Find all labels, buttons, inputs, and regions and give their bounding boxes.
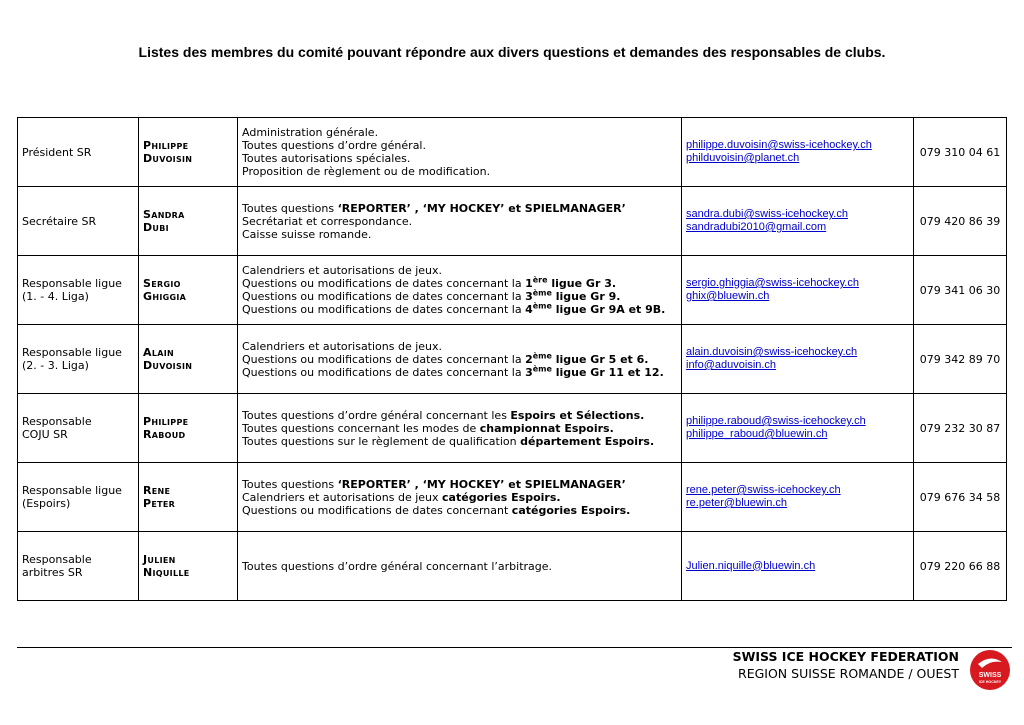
first-name: Philippe — [143, 415, 189, 428]
role-text: Secrétaire SR — [22, 214, 97, 228]
bold-text: département Espoirs. — [520, 434, 655, 448]
role-cell — [18, 532, 139, 601]
first-name: Philippe — [143, 139, 189, 152]
superscript-text: ème — [532, 363, 552, 373]
superscript-text: ère — [532, 275, 548, 285]
responsibility-line — [242, 409, 677, 422]
bold-text: 4 — [525, 303, 533, 316]
responsibilities-cell — [238, 463, 682, 532]
email-link[interactable]: philduvoisin@planet.ch — [686, 152, 800, 164]
text-segment: Administration générale. — [242, 126, 379, 139]
role-cell — [18, 256, 139, 325]
federation-name: SWISS ICE HOCKEY FEDERATION — [732, 649, 959, 664]
last-name: Niquille — [143, 566, 190, 579]
bold-text: ligue Gr 3. — [547, 277, 617, 290]
member-name-cell — [139, 187, 238, 256]
role-cell — [18, 394, 139, 463]
bold-text: 3 — [525, 365, 533, 379]
responsibility-line — [242, 478, 677, 491]
phone-number: 079 420 86 39 — [914, 187, 1007, 256]
phone-number: 079 310 04 61 — [914, 118, 1007, 187]
first-name: Julien — [143, 553, 176, 566]
text-segment: Questions ou modifications de dates concernant la — [242, 352, 526, 366]
last-name: Ghiggia — [143, 290, 187, 303]
email-cell — [682, 532, 914, 601]
email-link[interactable]: Julien.niquille@bluewin.ch — [686, 559, 816, 572]
first-name: Sandra — [143, 208, 185, 221]
email-link[interactable]: info@aduvoisin.ch — [686, 359, 777, 371]
text-segment: Toutes questions d’ordre général concernant les — [242, 408, 511, 422]
text-segment: Calendriers et autorisations de jeux — [242, 490, 443, 504]
bold-text: ligue Gr 9. — [551, 290, 621, 303]
responsibility-line — [242, 303, 677, 316]
text-segment: Secrétariat et correspondance. — [242, 214, 413, 228]
member-name-cell — [139, 463, 238, 532]
bold-text — [532, 363, 552, 379]
responsibility-line — [242, 277, 677, 290]
table-row — [18, 532, 1007, 601]
table-row — [18, 256, 1007, 325]
text-segment: Questions ou modifications de dates concernant la — [242, 365, 526, 379]
superscript-text: ème — [532, 288, 552, 298]
text-segment: Toutes questions concernant les modes de — [242, 421, 480, 435]
table-row — [18, 187, 1007, 256]
email-link[interactable]: alain.duvoisin@swiss-icehockey.ch — [686, 346, 858, 358]
last-name: Raboud — [143, 428, 186, 441]
bold-text: ligue Gr 11 et 12. — [551, 365, 664, 379]
email-link[interactable]: ghix@bluewin.ch — [686, 290, 770, 302]
first-name: Sergio — [143, 277, 181, 290]
phone-number: 079 341 06 30 — [914, 256, 1007, 325]
member-name-cell — [139, 118, 238, 187]
superscript-text: ème — [532, 350, 552, 360]
responsibility-line — [242, 139, 677, 152]
member-name-cell — [139, 532, 238, 601]
text-segment: Toutes questions d’ordre général concernant l’arbitrage. — [242, 559, 553, 573]
email-cell — [682, 463, 914, 532]
responsibility-line — [242, 126, 677, 139]
email-cell — [682, 256, 914, 325]
first-name: Rene — [143, 484, 171, 497]
email-link[interactable]: sandra.dubi@swiss-icehockey.ch — [686, 208, 848, 220]
role-text: Président SR — [22, 145, 92, 159]
email-cell — [682, 325, 914, 394]
bold-text: catégories Espoirs. — [511, 503, 631, 517]
responsibility-line — [242, 422, 677, 435]
email-cell — [682, 394, 914, 463]
member-name-cell — [139, 325, 238, 394]
responsibility-line — [242, 290, 677, 303]
text-segment: Caisse suisse romande. — [242, 227, 372, 241]
responsibility-line — [242, 165, 677, 178]
phone-number: 079 342 89 70 — [914, 325, 1007, 394]
responsibility-line — [242, 560, 677, 573]
bold-text: 2 — [525, 352, 533, 366]
role-cell — [18, 118, 139, 187]
last-name: Peter — [143, 497, 176, 510]
last-name: Dubi — [143, 221, 169, 234]
text-segment: Toutes questions — [242, 477, 338, 491]
text-segment: Toutes questions d’ordre général. — [242, 139, 426, 152]
bold-text: catégories Espoirs. — [442, 490, 561, 504]
role-cell — [18, 463, 139, 532]
text-segment: Calendriers et autorisations de jeux. — [242, 339, 443, 353]
committee-rows — [18, 118, 1007, 601]
responsibility-line — [242, 504, 677, 517]
text-segment: Questions ou modifications de dates concernant la — [242, 277, 526, 290]
email-link[interactable]: sergio.ghiggia@swiss-icehockey.ch — [686, 277, 859, 289]
role-cell — [18, 187, 139, 256]
swiss-ice-hockey-logo — [968, 648, 1012, 692]
email-link[interactable]: sandradubi2010@gmail.com — [686, 221, 827, 233]
role-text: Responsable — [22, 415, 92, 428]
responsibility-line — [242, 215, 677, 228]
email-cell — [682, 118, 914, 187]
bold-text — [533, 303, 552, 316]
bold-text: ligue Gr 5 et 6. — [551, 352, 649, 366]
bold-text: 3 — [525, 290, 533, 303]
email-cell — [682, 187, 914, 256]
table-row — [18, 394, 1007, 463]
responsibility-line — [242, 264, 677, 277]
responsibility-line — [242, 152, 677, 165]
responsibility-line — [242, 228, 677, 241]
role-text: arbitres SR — [22, 566, 83, 579]
role-text: (2. - 3. Liga) — [22, 359, 89, 372]
responsibilities-cell — [238, 256, 682, 325]
last-name: Duvoisin — [143, 359, 193, 372]
role-text: COJU SR — [22, 428, 68, 441]
responsibility-line — [242, 350, 677, 366]
role-cell — [18, 325, 139, 394]
responsibilities-cell — [238, 532, 682, 601]
phone-number: 079 676 34 58 — [914, 463, 1007, 532]
responsibility-line — [242, 491, 677, 504]
responsibilities-cell — [238, 187, 682, 256]
email-link[interactable]: rene.peter@swiss-icehockey.ch — [686, 484, 841, 496]
responsibilities-cell — [238, 325, 682, 394]
svg-text:SWISS: SWISS — [978, 672, 1002, 679]
superscript-text: ème — [532, 301, 552, 311]
responsibility-line — [242, 202, 677, 215]
text-segment: Toutes questions sur le règlement de qualification — [242, 434, 521, 448]
text-segment: Proposition de règlement ou de modification. — [242, 165, 491, 178]
role-text: Responsable ligue — [22, 484, 122, 497]
phone-number: 079 220 66 88 — [914, 532, 1007, 601]
footer-divider — [17, 647, 1012, 648]
svg-text:ICE HOCKEY: ICE HOCKEY — [978, 680, 1002, 684]
table-row — [18, 463, 1007, 532]
role-text: (1. - 4. Liga) — [22, 290, 89, 303]
text-segment: Questions ou modifications de dates concernant la — [242, 290, 526, 303]
text-segment: Toutes questions — [242, 201, 338, 215]
table-row — [18, 118, 1007, 187]
text-segment: Calendriers et autorisations de jeux. — [242, 264, 443, 277]
email-link[interactable]: philippe.raboud@swiss-icehockey.ch — [686, 415, 866, 427]
bold-text: Espoirs et Sélections. — [510, 408, 645, 422]
responsibility-line — [242, 435, 677, 448]
bold-text: ‘REPORTER’ , ‘MY HOCKEY’ et SPIELMANAGER’ — [337, 477, 626, 491]
role-text: (Espoirs) — [22, 497, 71, 510]
last-name: Duvoisin — [143, 152, 193, 165]
member-name-cell — [139, 394, 238, 463]
region-name: REGION SUISSE ROMANDE / OUEST — [738, 666, 959, 681]
role-text: Responsable ligue — [22, 346, 122, 359]
responsibilities-cell — [238, 394, 682, 463]
email-link[interactable]: re.peter@bluewin.ch — [686, 497, 788, 509]
role-text: Responsable — [22, 553, 92, 566]
page-title: Listes des membres du comité pouvant répondre aux divers questions et demandes des responsables de clubs. — [138, 44, 886, 60]
responsibility-line — [242, 363, 677, 379]
table-row — [18, 325, 1007, 394]
responsibilities-cell — [238, 118, 682, 187]
responsibility-line — [242, 340, 677, 353]
role-text: Responsable ligue — [22, 277, 122, 290]
phone-number: 079 232 30 87 — [914, 394, 1007, 463]
email-link[interactable]: philippe.duvoisin@swiss-icehockey.ch — [686, 139, 872, 151]
text-segment: Questions ou modifications de dates concernant — [242, 503, 512, 517]
text-segment: Toutes autorisations spéciales. — [242, 152, 411, 165]
first-name: Alain — [143, 346, 174, 359]
bold-text: ‘REPORTER’ , ‘MY HOCKEY’ et SPIELMANAGER’ — [337, 201, 626, 215]
text-segment: Questions ou modifications de dates concernant la — [242, 303, 526, 316]
bold-text: championnat Espoirs. — [479, 421, 614, 435]
email-link[interactable]: philippe_raboud@bluewin.ch — [686, 428, 828, 440]
bold-text: 1 — [525, 277, 533, 290]
bold-text: ligue Gr 9A et 9B. — [551, 303, 666, 316]
committee-table — [17, 117, 1007, 601]
member-name-cell — [139, 256, 238, 325]
